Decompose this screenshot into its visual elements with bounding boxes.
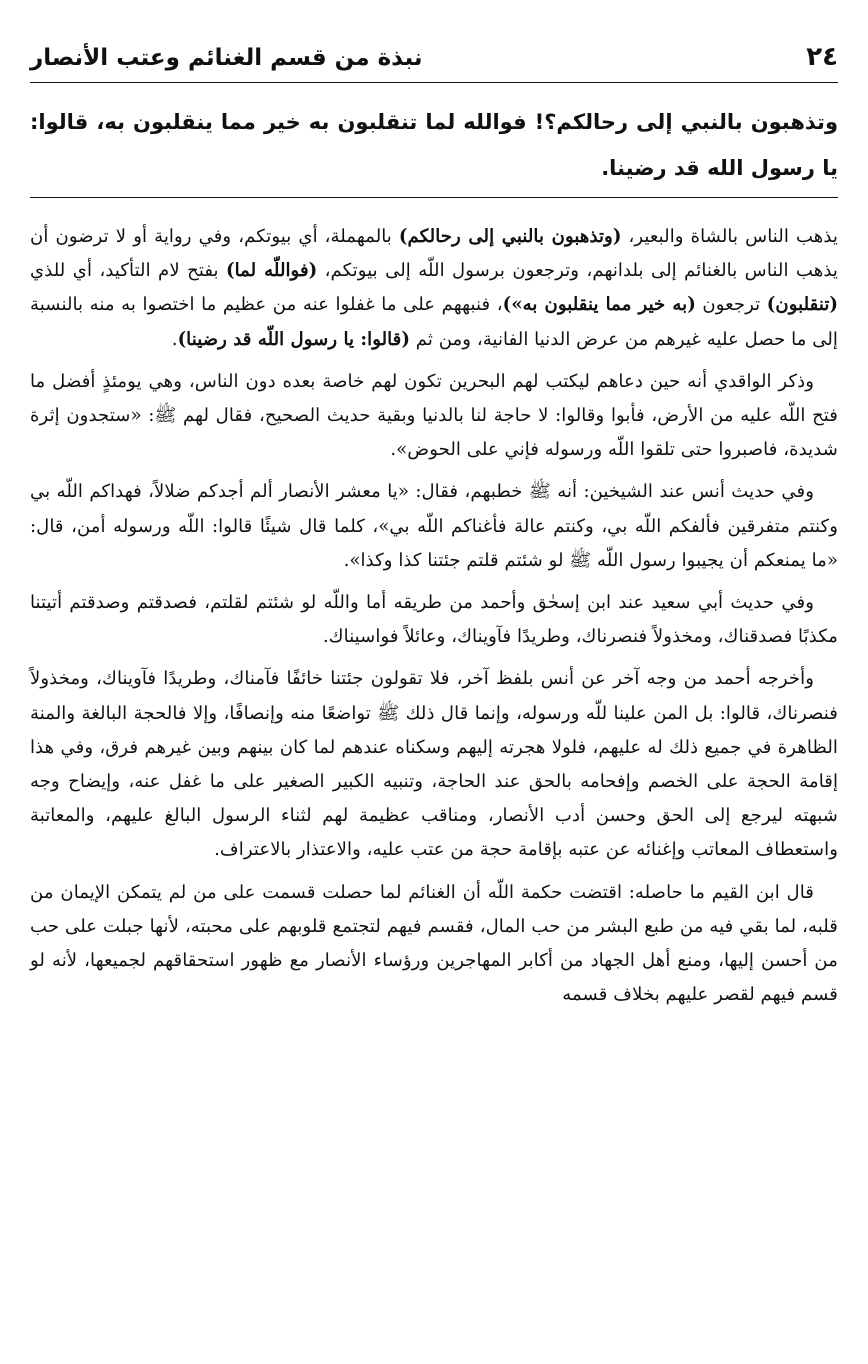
hadith-text-block [30,83,838,198]
commentary-paragraph-1 [30,220,838,357]
quoted-phrase: (تنقلبون) [766,294,838,316]
quoted-phrase: (فواللّه لما) [226,260,318,282]
commentary-text: بفتح لام التأكيد، أي للذي [30,260,227,282]
commentary-paragraph-3: وفي حديث أنس عند الشيخين: أنه ﷺ خطبهم، فقال: «يا معشر الأنصار ألم أجدكم ضلالاً، فهداكم اللّه بي وكنتم متفرقين فألفكم اللّه بي، وكنتم عالة فأغناكم اللّه بي»، كلما قال شيئًا قالوا: اللّه ورسوله أمن، قال: «ما يمنعكم أن يجيبوا رسول اللّه ﷺ لو شئتم قلتم جئتنا كذا وكذا». [30,481,838,571]
commentary-text: بالمهملة، أي بيوتكم، وفي رواية أو لا ترضون أن يذهب الناس بالغنائم إلى بلدانهم، وترجعون برسول اللّه إلى بيوتكم، [30,226,838,282]
quoted-phrase: (قالوا: يا رسول اللّه قد رضينا) [177,328,410,350]
commentary-paragraph-2: وذكر الواقدي أنه حين دعاهم ليكتب لهم البحرين تكون لهم خاصة بعده دون الناس، وهي يومئذٍ أفضل ما فتح اللّه عليه من الأرض، فأبوا وقالوا: لا حاجة لنا بالدنيا وبقية حديث الصحيح، فقال لهم ﷺ: «ستجدون إثرة شديدة، فاصبروا حتى تلقوا اللّه ورسوله فإني على الحوض». [30,370,838,461]
commentary-text: ، فنبههم على ما غفلوا عنه من عظيم ما اختصوا به منه بالنسبة إلى ما حصل عليه غيرهم من عرض الدنيا الفانية، ومن ثم [30,294,838,350]
chapter-title: نبذة من قسم الغنائم وعتب الأنصار [30,45,423,71]
commentary-paragraph-5: وأخرجه أحمد من وجه آخر عن أنس بلفظ آخر، فلا تقولون جئتنا خائفًا فآمناك، وطريدًا فآويناك، ومخذولاً فنصرناك، قالوا: بل المن علينا للّه ورسوله، وإنما قال ذلك ﷺ تواضعًا منه وإنصافًا، وإلا فالحجة البالغة والمنة الظاهرة في جميع ذلك له عليهم، فلولا هجرته إليهم وسكناه عندهم لما كان بينهم وبين غيرهم فرق، وفي هذا إقامة الحجة على الخصم وإفحامه بالحق عند الحاجة، وتنبيه الكبير الصغير على ما غفل عنه، وإيضاح وجه شبهته ليرجع إلى الحق وحسن أدب الأنصار، ومناقب عظيمة لهم لثناء الرسول البالغ عليهم، والمعاتبة واستعطاف المعاتب وإغنائه عن عتبه بإقامة حجة من عتب عليه، والاعتذار بالاعتراف. [30,668,838,861]
quoted-phrase: (وتذهبون بالنبي إلى رحالكم) [398,226,622,247]
commentary-text: ترجعون [695,294,767,316]
commentary-paragraph-6: قال ابن القيم ما حاصله: اقتضت حكمة اللّه أن الغنائم لما حصلت قسمت على من لم يتمكن الإيمان من قلبه، لما بقي فيه من طبع البشر من حب المال، فقسم فيهم لتجتمع قلوبهم على محبته، لأنها جبلت على حب من أحسن إليها، ومنع أهل الجهاد من أكابر المهاجرين ورؤساء الأنصار مع ظهور استحقاقهم لجميعها، لأنه لو قسم فيهم لقصر عليهم بخلاف قسمه [30,881,838,1006]
commentary-text: . [171,328,178,350]
page-header [30,32,838,83]
commentary-text: يذهب الناس بالشاة والبعير، [621,226,838,247]
hadith-text: وتذهبون بالنبي إلى رحالكم؟! فوالله لما تنقلبون به خير مما ينقلبون به، قالوا: يا رسول الله قد رضينا. [30,110,838,180]
commentary-section [30,198,838,1012]
page-number: ٢٤ [806,42,838,72]
commentary-paragraph-4: وفي حديث أبي سعيد عند ابن إسحٰق وأحمد من طريقه أما واللّه لو شئتم لقلتم، فصدقتم وصدقتم أتيتنا مكذبًا فصدقناك، ومخذولاً فنصرناك، وطريدًا فآويناك، وعائلاً فواسيناك. [30,592,838,648]
quoted-phrase: (به خير مما ينقلبون به») [502,294,696,316]
